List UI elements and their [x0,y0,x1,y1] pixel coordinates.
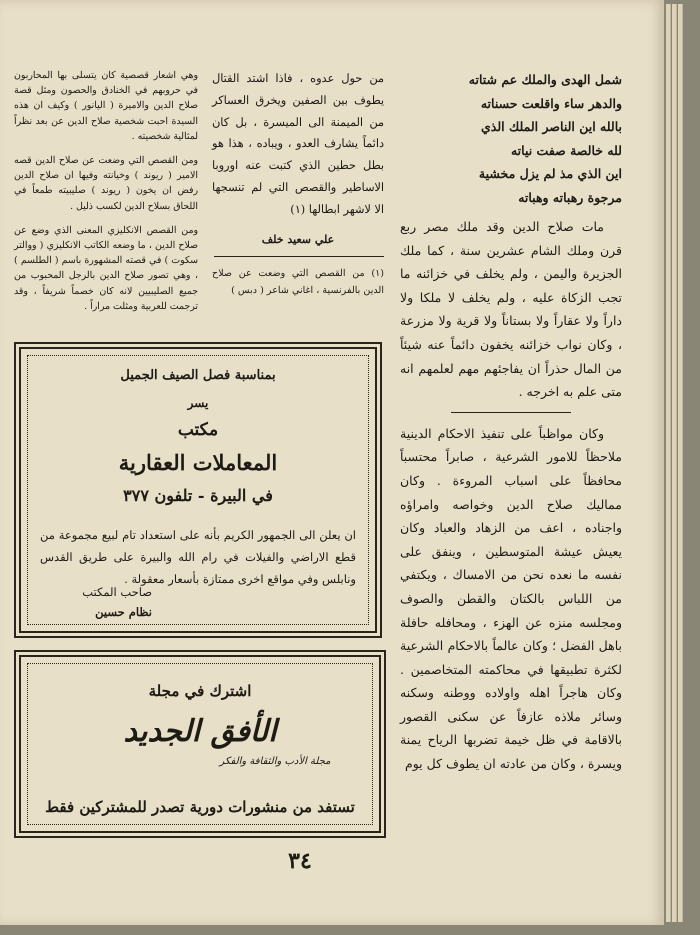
subscription-advertisement [14,650,386,838]
divider [451,412,571,413]
middle-column [212,68,384,299]
ad-owner [42,582,152,622]
subscribe-note: تستفد من منشورات دورية تصدر للمشتركين فقط [45,798,355,816]
paragraph: ومن القصص الانكليزي المعنى الذي وضع عن صلاح الدين ، ما وضعه الكاتب الانكليزي ( ووالتر سكوت ) في قصته المشهورة باسم ( الطلسم ) ، وهي تصور صلاح الدين بالرجل المحبوب من جميع الصليبيين لانه كان خصماً شريفاً ، وقد ترجمت للعربية ومثلت مراراً . [14,224,198,312]
paragraph: مات صلاح الدين وقد ملك مصر ربع قرن وملك الشام عشرين سنة ، كما ملك الجزيرة واليمن ، ولم يخلف في خزائنه ما تجب الزكاة عليه ، ولم يخلف لا ملكا ولا داراً ولا عقاراً ولا بستاناً ولا قرية ولا مزرعة ، وكان نواب خزائنه يخفون دائماً عنه شيئاً من المال حذراً ان يفاجئهم مهم لعلمهم انه متى علم به اخرجه . [400,219,622,400]
ad-office-name: المعاملات العقارية [118,450,278,475]
right-column [400,68,622,776]
magazine-tagline: مجلة الأدب والثقافة والفكر [219,756,331,767]
magazine-logo: الأفق الجديد [123,714,277,749]
real-estate-advertisement [14,342,382,638]
subscribe-headline: اشترك في مجلة [148,682,252,700]
article-body-continued: من حول عدوه ، فاذا اشتد القتال يطوف بين الصفين ويخرق العساكر من الميمنة الى الميسرة ، بل كان دائماً يشارف العدو ، ويباده ، هذا هو بطل حطين الذي كتبت عنه اوروبا الاساطير والقصص التي لم تنسجها الا لاشهر ابطالها (١) [212,72,384,216]
article-body [400,215,622,776]
paragraph: وهي اشعار قصصية كان يتسلى بها المحاربون في حروبهم في الخنادق والحصون ومثل قصة صلاح الدين والاميرة ( اليانور ) وكيف ان هذه السيدة احبت شخصية صلاح الدين عن بعد نظراً لمثالية شخصيته . [14,70,198,142]
poem-line: والدهر ساء واقلعت حسناته [480,95,622,111]
poem-line: لله خالصة صفت نياته [510,142,622,158]
left-column [14,68,198,323]
poem-line: مرجوة رهباته وهباته [518,189,622,205]
ad-occasion: بمناسبة فصل الصيف الجميل [120,368,276,383]
ad-office-label: مكتب [177,420,219,440]
poem-line: شمل الهدى والملك عم شتاته [468,72,622,87]
ad-pleased: يسر [187,396,209,410]
paragraph: وكان مواظباً على تنفيذ الاحكام الدينية ملاحظاً للامور الشرعية ، صابراً محتسباً محافظاً على اسباب المروءة . وكان مماليك صلاح الدين وخواصه وامراؤه واجناده ، اعف من الزهاد والعباد وكان يعيش عيشة المتوسطين ، وينفق على نفسه ما نعده نحن من الامساك ، ويكتفي من اللباس بالكتان والقطن والصوف ومجلسه منزه عن الهزء ، ومحافله حافلة باهل الفضل ؛ وكان عالماً بالاحكام الشرعية لكثرة تطبيقها في محاكمته المتخاصمين . وكان هاجراً اهله واولاده ووطنه وسكنه وسائر ملاذه عازفاً عن سكنى القصور بالاقامة في ظل خيمة تضربها الرياح يمنة ويسرة ، وكان من عادته ان يطوف كل يوم [400,425,622,772]
footnote-divider [214,256,384,257]
page-edge [666,4,671,922]
ad-location-phone: في البيرة - تلفون ٣٧٧ [123,486,273,505]
author-name: علي سعيد خلف [261,232,335,246]
paragraph: ومن القصص التي وضعت عن صلاح الدين قصه الامير ( ريوند ) وخيانته وفيها ان صلاح الدين رفض ان يخون ( ريوند ) صليبيته طمعاً في اللحاق بسلاح الدين لكسب ذليل . [14,155,198,212]
page-edge [672,4,677,922]
poem [400,68,622,209]
poem-line: اين الذي مذ لم يزل مخشية [478,166,622,181]
ad-body-text: ان يعلن الى الجمهور الكريم بأنه على استعداد تام لبيع مجموعة من قطع الاراضي والفيلات في رام الله والبيرة على طريق القدس ونابلس وفي مواقع اخرى ممتازة بأسعار معقولة . [40,528,356,586]
ad-owner-name: نظام حسين [95,605,152,619]
footnote: (١) من القصص التي وضعت عن صلاح الدين بالفرنسية ، اغاني شاعر ( دبس ) [212,267,384,296]
ad-owner-label: صاحب المكتب [82,585,152,599]
page-edge [678,4,683,922]
page-number: ٣٤ [288,848,312,874]
poem-line: بالله اين الناصر الملك الذي [481,119,622,134]
